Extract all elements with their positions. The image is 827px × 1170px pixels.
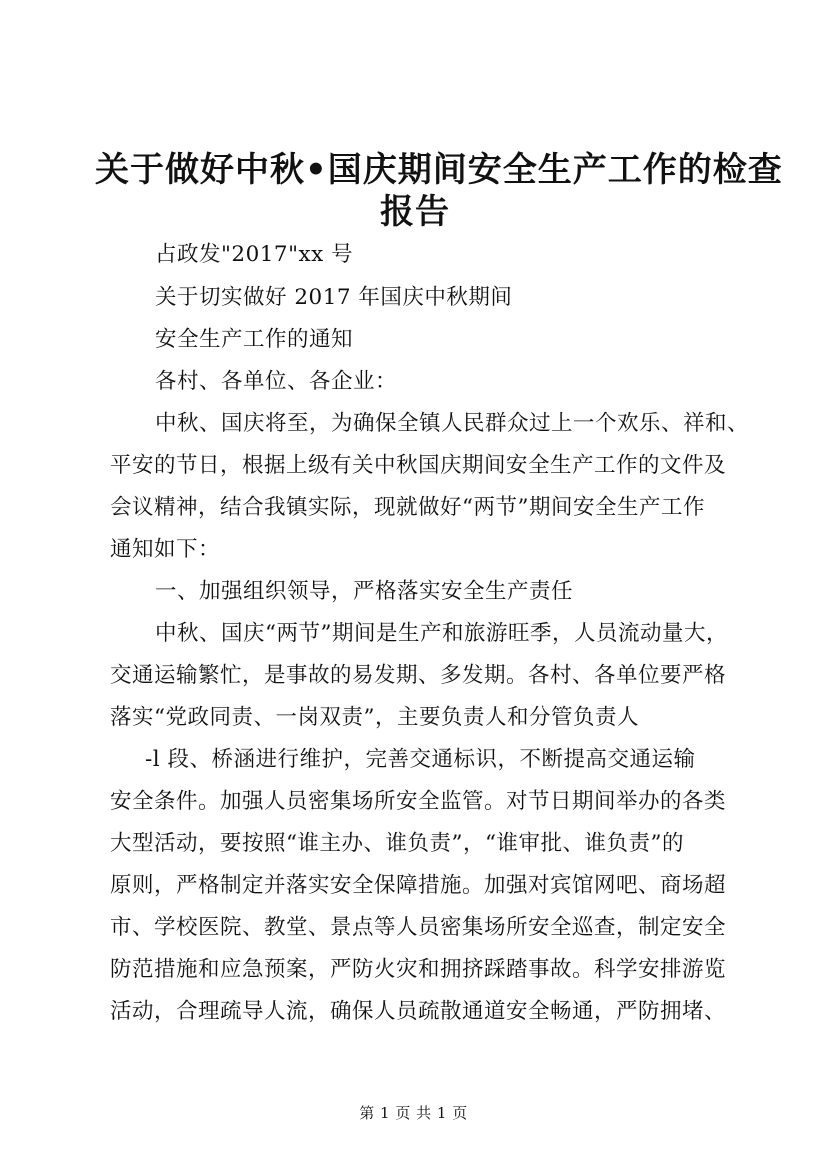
notice-title-line-2: 安全生产工作的通知 [155, 327, 354, 352]
body-paragraph-line: 会议精神，结合我镇实际，现就做好“两节”期间安全生产工作 [110, 495, 705, 520]
body-paragraph-line: 中秋、国庆“两节”期间是生产和旅游旺季，人员流动量大， [155, 621, 728, 646]
body-paragraph-line: 落实“党政同责、一岗双责”，主要负责人和分管负责人 [110, 705, 639, 730]
salutation: 各村、各单位、各企业： [155, 369, 398, 394]
body-paragraph-line: 防范措施和应急预案，严防火灾和拥挤踩踏事故。科学安排游览 [110, 957, 727, 982]
page-number-footer: 第 1 页 共 1 页 [359, 1104, 468, 1122]
body-paragraph-line: 安全条件。加强人员密集场所安全监管。对节日期间举办的各类 [110, 789, 727, 814]
section-heading: 一、加强组织领导，严格落实安全生产责任 [155, 579, 574, 604]
body-paragraph-line: 交通运输繁忙，是事故的易发期、多发期。各村、各单位要严格 [110, 663, 727, 688]
body-paragraph-line: 通知如下： [110, 537, 221, 562]
body-paragraph-line: 大型活动，要按照“谁主办、谁负责”，“谁审批、谁负责”的 [110, 831, 684, 856]
body-paragraph-line: 平安的节日，根据上级有关中秋国庆期间安全生产工作的文件及 [110, 453, 727, 478]
body-paragraph-line: 原则，严格制定并落实安全保障措施。加强对宾馆网吧、商场超 [110, 873, 727, 898]
document-title-line-1: 关于做好中秋•国庆期间安全生产工作的检查 [95, 150, 783, 190]
document-number: 占政发"2017"xx 号 [155, 242, 354, 267]
notice-title-line-1: 关于切实做好 2017 年国庆中秋期间 [155, 285, 513, 310]
body-paragraph-line: 中秋、国庆将至，为确保全镇人民群众过上一个欢乐、祥和、 [155, 411, 750, 436]
body-paragraph-line: 活动，合理疏导人流，确保人员疏散通道安全畅通，严防拥堵、 [110, 999, 727, 1024]
body-paragraph-line: -l 段、桥涵进行维护，完善交通标识，不断提高交通运输 [145, 747, 696, 772]
body-paragraph-line: 市、学校医院、教堂、景点等人员密集场所安全巡查，制定安全 [110, 915, 727, 940]
document-title-line-2: 报告 [380, 192, 450, 232]
